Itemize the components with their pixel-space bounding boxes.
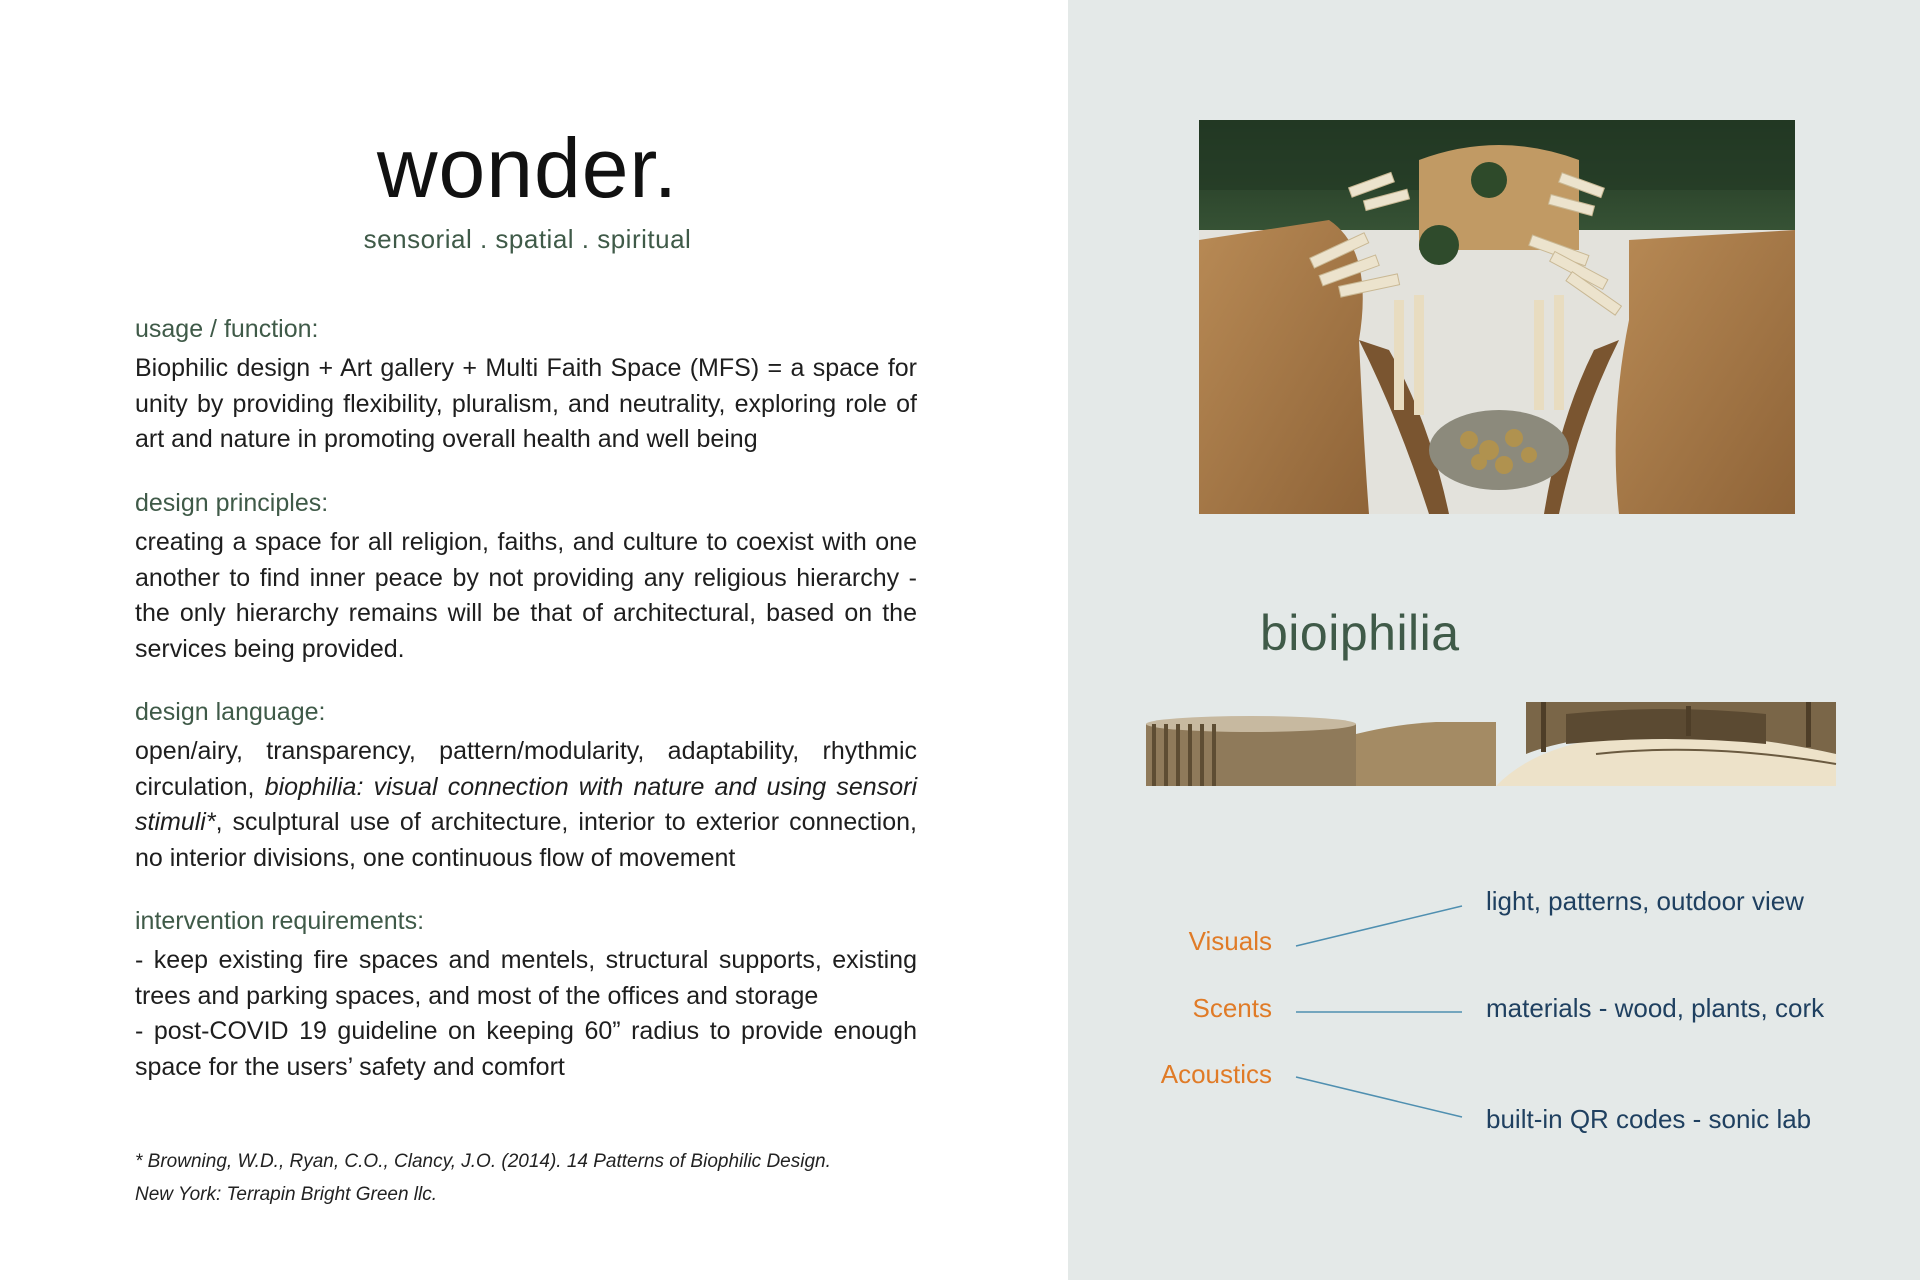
sense-desc-visuals: light, patterns, outdoor view xyxy=(1486,886,1804,916)
section-heading: usage / function: xyxy=(135,315,319,343)
model-photo-illustration xyxy=(1199,120,1795,514)
section-heading: design principles: xyxy=(135,489,329,517)
requirement-item: - post-COVID 19 guideline on keeping 60” radius to provide enough space for the users’ safety and comfort xyxy=(135,1017,917,1081)
section-usage-function xyxy=(135,312,917,458)
footnote xyxy=(135,1145,935,1211)
elevation-drawing xyxy=(1146,694,1846,794)
page-title: wonder. xyxy=(376,121,679,215)
body-italic: biophilia: visual connection with nature and using sensori stimuli* xyxy=(135,772,917,836)
body-text: open/airy, transparency, pattern/modularity, adaptability, rhythmic circulation, xyxy=(135,737,917,801)
sense-label-visuals: Visuals xyxy=(1188,926,1272,956)
biophilia-title: bioiphilia xyxy=(1260,605,1460,661)
page-subtitle: sensorial . spatial . spiritual xyxy=(363,224,692,254)
model-photo xyxy=(1199,120,1795,514)
sense-desc-acoustics: built-in QR codes - sonic lab xyxy=(1486,1104,1812,1134)
sense-label-acoustics: Acoustics xyxy=(1160,1059,1272,1089)
section-body xyxy=(135,734,917,876)
section-intervention-requirements xyxy=(135,904,917,1085)
section-body: creating a space for all religion, faiths, and culture to coexist with one another to find inner peace by not providing any religious hierarchy - the only hierarchy remains will be that of architectural, based on the services being provided. xyxy=(135,528,917,663)
body-text: , sculptural use of architecture, interior to exterior connection, no interior divisions, one continuous flow of movement xyxy=(135,808,917,872)
section-design-language xyxy=(135,695,917,876)
section-body: Biophilic design + Art gallery + Multi Faith Space (MFS) = a space for unity by providing flexibility, pluralism, and neutrality, exploring role of art and nature in promoting overall health and well being xyxy=(135,354,917,453)
requirement-item: - keep existing fire spaces and mentels, structural supports, existing trees and parking spaces, and most of the offices and storage xyxy=(135,946,917,1010)
section-heading: intervention requirements: xyxy=(135,907,425,935)
sense-desc-scents: materials - wood, plants, cork xyxy=(1486,993,1825,1023)
footnote-line: New York: Terrapin Bright Green llc. xyxy=(135,1184,438,1205)
footnote-line: * Browning, W.D., Ryan, C.O., Clancy, J.O. (2014). 14 Patterns of Biophilic Design. xyxy=(135,1151,831,1172)
sense-label-scents: Scents xyxy=(1192,993,1272,1023)
section-design-principles xyxy=(135,486,917,667)
section-heading: design language: xyxy=(135,698,326,726)
